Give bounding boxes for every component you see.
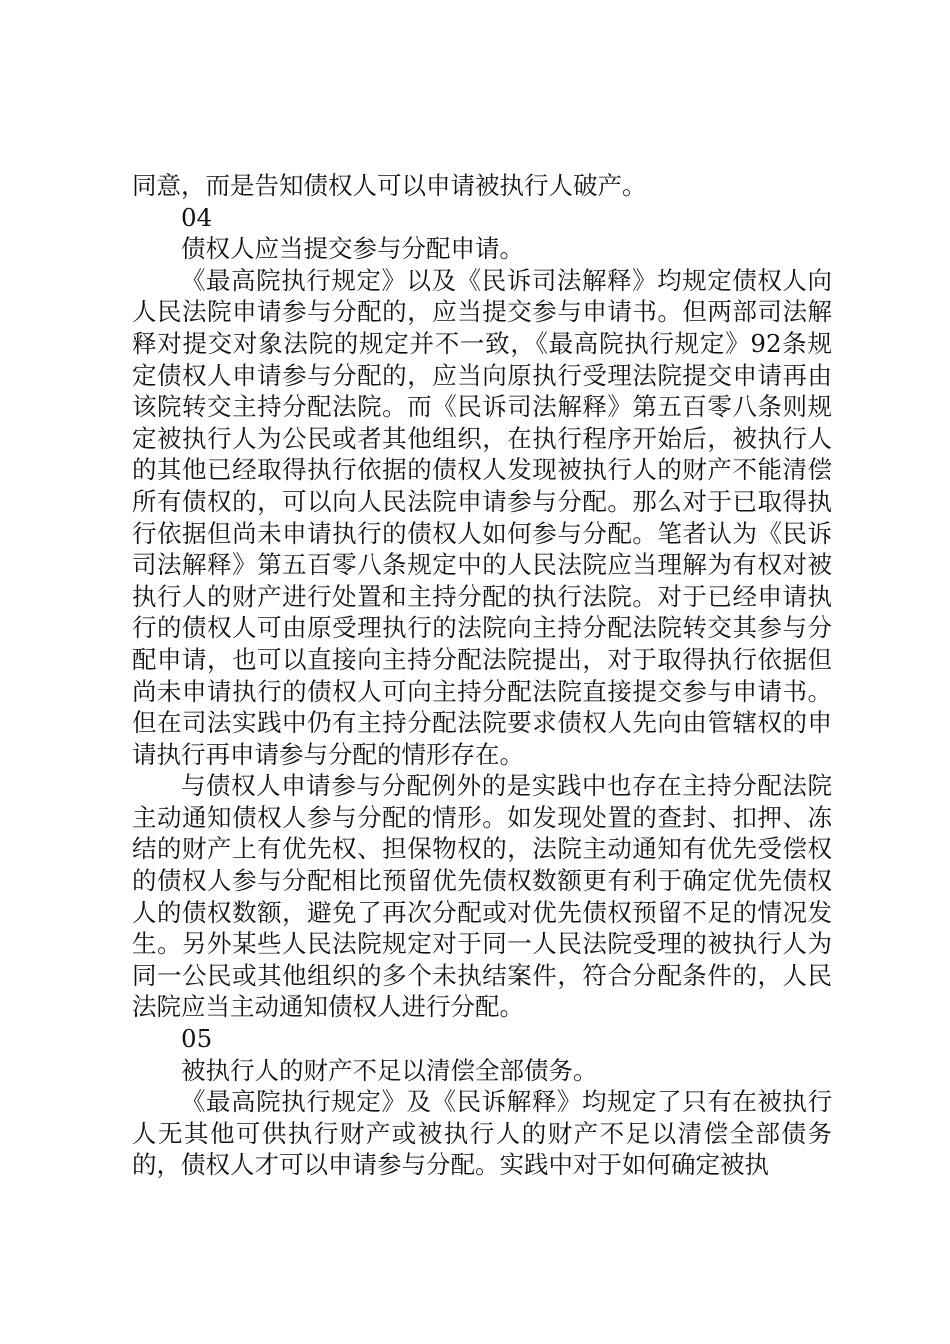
section-heading-04: 债权人应当提交参与分配申请。 bbox=[181, 234, 524, 264]
paragraph-submission-rules: 《最高院执行规定》以及《民诉司法解释》均规定债权人向人民法院申请参与分配的，应当提交参与申请书。但两部司法解释对提交对象法院的规定并不一致，《最高院执行规定》92条规定债权人申请参与分配的，应当向原执行受理法院提交申请再由该院转交主持分配法院。而《民诉司法解释》第五百零八条则规定被执行人为公民或者其他组织，在执行程序开始后，被执行人的其他已经取得执行依据的债权人发现被执行人的财产不能清偿所有债权的，可以向人民法院申请参与分配。那么对于已取得执行依据但尚未申请执行的债权人如何参与分配。笔者认为《民诉司法解释》第五百零八条规定中的人民法院应当理解为有权对被执行人的财产进行处置和主持分配的执行法院。对于已经申请执行的债权人可由原受理执行的法院向主持分配法院转交其参与分配申请，也可以直接向主持分配法院提出，对于取得执行依据但尚未申请执行的债权人可向主持分配法院直接提交参与申请书。但在司法实践中仍有主持分配法院要求债权人先向由管辖权的申请执行再申请参与分配的情形存在。 bbox=[132, 265, 832, 769]
section-number-05: 05 bbox=[181, 1024, 213, 1054]
paragraph-court-notice: 与债权人申请参与分配例外的是实践中也存在主持分配法院主动通知债权人参与分配的情形。如发现处置的查封、扣押、冻结的财产上有优先权、担保物权的，法院主动通知有优先受偿权的债权人参与分配相比预留优先债权数额更有利于确定优先债权人的债权数额，避免了再次分配或对优先债权预留不足的情况发生。另外某些人民法院规定对于同一人民法院受理的被执行人为同一公民或其他组织的多个未执结案件，符合分配条件的，人民法院应当主动通知债权人进行分配。 bbox=[132, 771, 832, 1022]
paragraph-continuation: 同意，而是告知债权人可以申请被执行人破产。 bbox=[132, 171, 647, 200]
section-number-04: 04 bbox=[181, 202, 213, 232]
document-body bbox=[132, 170, 832, 1181]
section-heading-05: 被执行人的财产不足以清偿全部债务。 bbox=[181, 1055, 598, 1085]
paragraph-insufficient-assets: 《最高院执行规定》及《民诉解释》均规定了只有在被执行人无其他可供执行财产或被执行人的财产不足以清偿全部债务的，债权人才可以申请参与分配。实践中对于如何确定被执 bbox=[132, 1087, 832, 1180]
